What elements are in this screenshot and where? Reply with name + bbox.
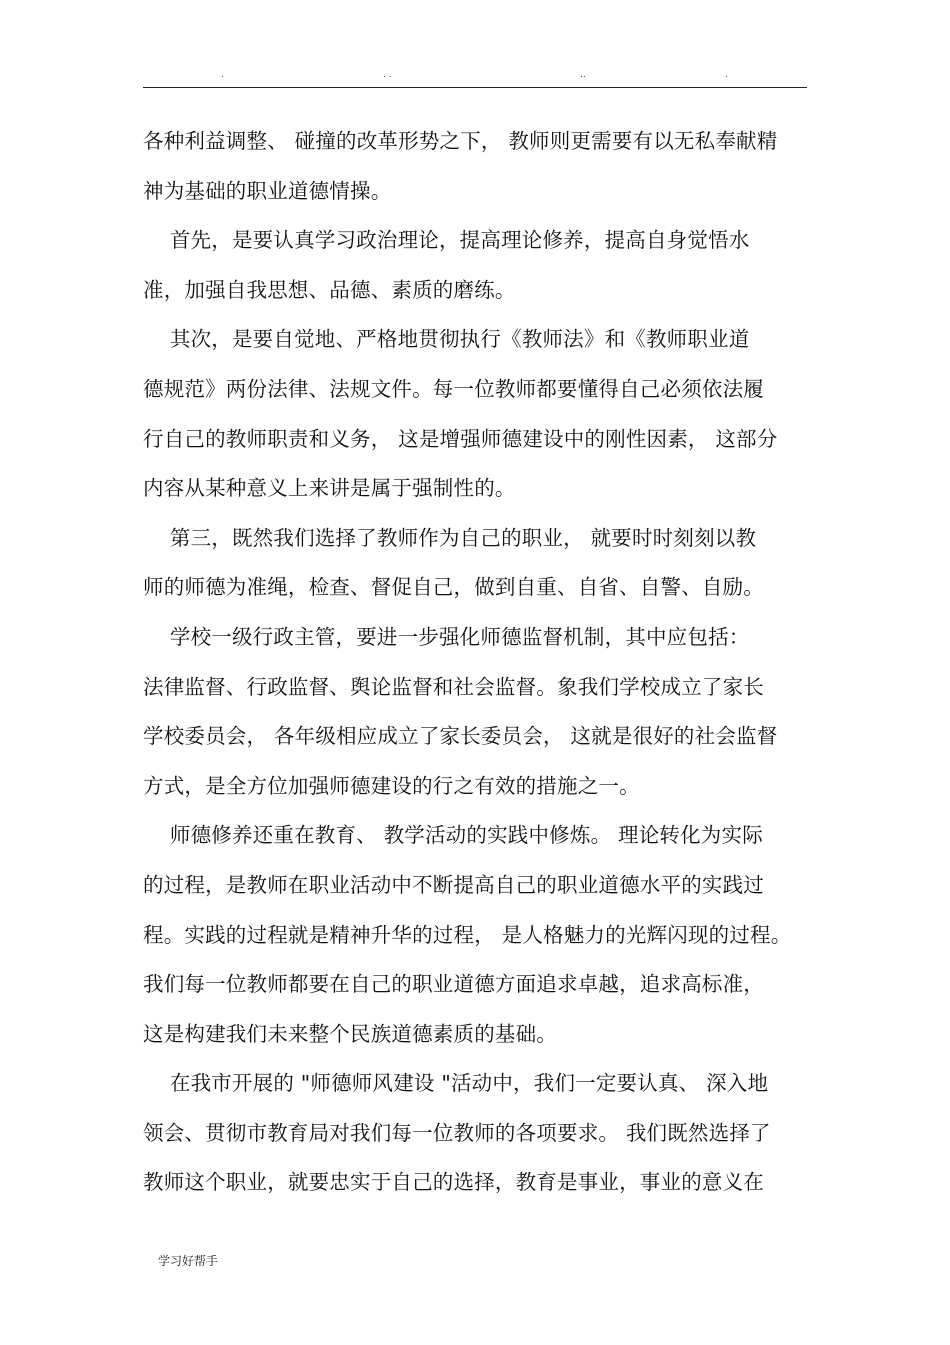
header-mark: . bbox=[725, 70, 728, 80]
text-line: 内容从某种意义上来讲是属于强制性的。 bbox=[143, 476, 516, 501]
text-line: 方式，是全方位加强师德建设的行之有效的措施之一。 bbox=[143, 773, 640, 798]
text-line: 师德修养还重在教育、 教学活动的实践中修炼。 理论转化为实际 bbox=[143, 823, 763, 848]
text-line: 的过程，是教师在职业活动中不断提高自己的职业道德水平的实践过 bbox=[143, 872, 764, 897]
text-line: 行自己的教师职责和义务， 这是增强师德建设中的刚性因素， 这部分 bbox=[143, 426, 778, 451]
header-mark: . . bbox=[383, 70, 392, 80]
text-line: 德规范》两份法律、法规文件。每一位教师都要懂得自己必须依法履 bbox=[143, 376, 764, 401]
page-header bbox=[143, 70, 807, 84]
text-line: 教师这个职业，就要忠实于自己的选择，教育是事业，事业的意义在 bbox=[143, 1170, 764, 1195]
text-line: 法律监督、行政监督、舆论监督和社会监督。象我们学校成立了家长 bbox=[143, 674, 764, 699]
header-rule bbox=[143, 87, 807, 88]
text-line: 其次，是要自觉地、严格地贯彻执行《教师法》和《教师职业道 bbox=[143, 327, 750, 352]
text-line: 准，加强自我思想、品德、素质的磨练。 bbox=[143, 277, 516, 302]
text-line: 我们每一位教师都要在自己的职业道德方面追求卓越，追求高标准， bbox=[143, 972, 764, 997]
text-line: 程。实践的过程就是精神升华的过程， 是人格魅力的光辉闪现的过程。 bbox=[143, 922, 792, 947]
text-line: 首先，是要认真学习政治理论，提高理论修养，提高自身觉悟水 bbox=[143, 228, 750, 253]
text-line: 各种利益调整、 碰撞的改革形势之下， 教师则更需要有以无私奉献精 bbox=[143, 129, 778, 153]
text-line: 第三，既然我们选择了教师作为自己的职业， 就要时时刻刻以教 bbox=[143, 525, 757, 550]
text-line: 神为基础的职业道德情操。 bbox=[143, 178, 392, 203]
text-line: 在我市开展的 "师德师风建设 "活动中，我们一定要认真、 深入地 bbox=[143, 1071, 769, 1096]
text-line: 师的师德为准绳，检查、督促自己，做到自重、自省、自警、自励。 bbox=[143, 575, 764, 600]
document-body bbox=[143, 121, 807, 1212]
text-line: 这是构建我们未来整个民族道德素质的基础。 bbox=[143, 1021, 557, 1046]
text-line: 学校委员会， 各年级相应成立了家长委员会， 这就是很好的社会监督 bbox=[143, 724, 778, 749]
header-mark: . bbox=[221, 70, 224, 80]
text-line: 领会、贯彻市教育局对我们每一位教师的各项要求。 我们既然选择了 bbox=[143, 1120, 771, 1145]
header-mark: .. bbox=[580, 70, 586, 80]
page-footer: 学习好帮手 bbox=[158, 1254, 219, 1268]
text-line: 学校一级行政主管，要进一步强化师德监督机制，其中应包括： bbox=[143, 624, 750, 649]
